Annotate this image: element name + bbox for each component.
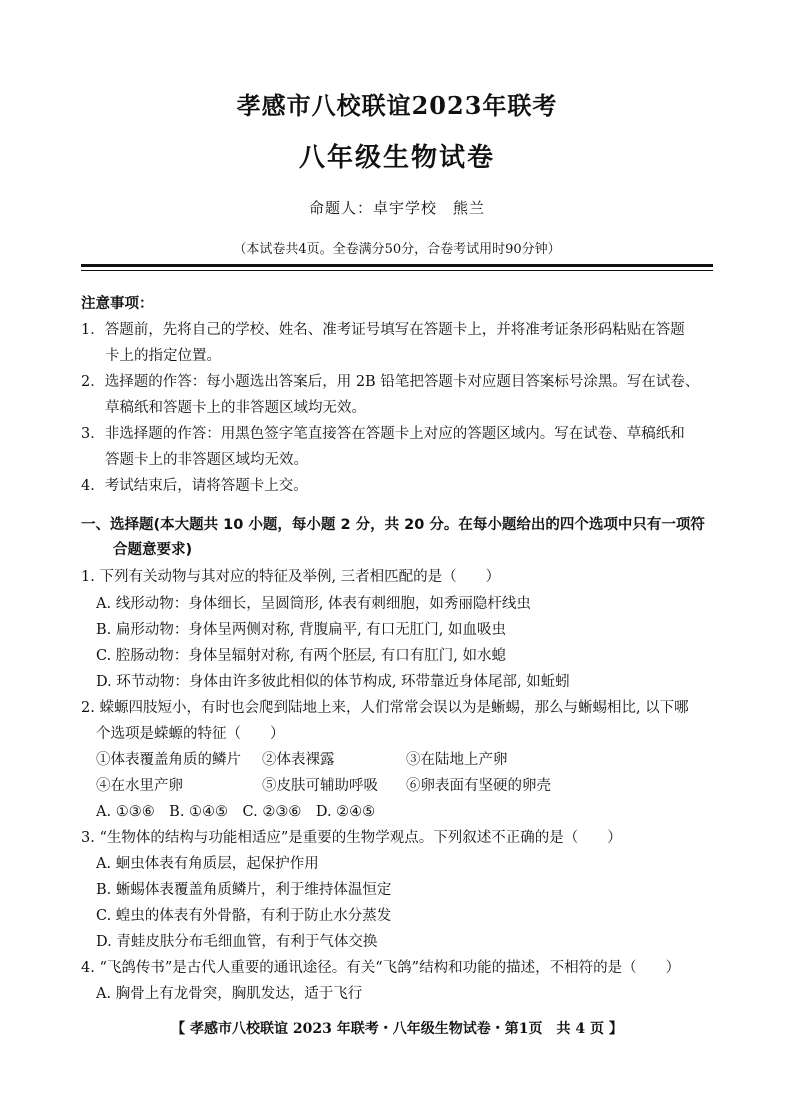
section-heading: 一、选择题(本大题共 10 小题，每小题 2 分，共 20 分。在每小题给出的四个选项中只有一项符 bbox=[81, 517, 705, 533]
section-heading-cont: 合题意要求) bbox=[113, 542, 193, 558]
divider-thick bbox=[81, 264, 713, 267]
q3-option-b: B. 蜥蜴体表覆盖角质鳞片，利于维持体温恒定 bbox=[96, 882, 392, 898]
q2-stem-cont: 个选项是蝾螈的特征（ ） bbox=[96, 726, 285, 742]
q2-stem: 2. 蝾螈四肢短小，有时也会爬到陆地上来，人们常常会误以为是蜥蜴，那么与蜥蜴相比, 以下哪 bbox=[81, 700, 689, 716]
exam-info: （本试卷共4页。全卷满分50分，合卷考试用时90分钟） bbox=[233, 242, 561, 257]
note-4: 4．考试结束后，请将答题卡上交。 bbox=[81, 478, 308, 494]
exam-title: 孝感市八校联谊2023年联考 bbox=[236, 91, 558, 120]
q2-options: A. ①③⑥ B. ①④⑤ C. ②③⑥ D. ②④⑤ bbox=[96, 804, 376, 820]
q2-item-4: ④在水里产卵 bbox=[96, 778, 183, 794]
q4-option-a: A. 胸骨上有龙骨突，胸肌发达，适于飞行 bbox=[96, 986, 363, 1002]
q2-item-5: ⑤皮肤可辅助呼吸 bbox=[262, 778, 378, 794]
q3-option-d: D. 青蛙皮肤分布毛细血管，有利于气体交换 bbox=[96, 934, 378, 950]
note-2-cont: 草稿纸和答题卡上的非答题区域均无效。 bbox=[105, 400, 366, 416]
q2-item-1: ①体表覆盖角质的鳞片 bbox=[96, 752, 241, 768]
exam-subtitle: 八年级生物试卷 bbox=[298, 143, 495, 173]
q1-option-d: D. 环节动物：身体由许多彼此相似的体节构成, 环带靠近身体尾部, 如蚯蚓 bbox=[96, 674, 570, 690]
note-3: 3．非选择题的作答：用黑色签字笔直接答在答题卡上对应的答题区域内。写在试卷、草稿纸和 bbox=[81, 426, 685, 442]
notes-heading: 注意事项： bbox=[81, 296, 154, 312]
page-footer: 【 孝感市八校联谊 2023 年联考・八年级生物试卷・第1页 共 4 页 】 bbox=[171, 1021, 623, 1037]
q1-option-a: A. 线形动物：身体细长，呈圆筒形, 体表有刺细胞，如秀丽隐杆线虫 bbox=[96, 596, 531, 612]
q1-option-b: B. 扁形动物：身体呈两侧对称, 背腹扁平, 有口无肛门, 如血吸虫 bbox=[96, 622, 507, 638]
q3-option-a: A. 蛔虫体表有角质层，起保护作用 bbox=[96, 856, 319, 872]
q2-item-2: ②体表裸露 bbox=[262, 752, 335, 768]
q2-item-6: ⑥卵表面有坚硬的卵壳 bbox=[406, 778, 551, 794]
divider-thin bbox=[81, 270, 713, 271]
note-1-cont: 卡上的指定位置。 bbox=[105, 348, 221, 364]
author-line: 命题人：卓宇学校 熊兰 bbox=[308, 199, 485, 217]
note-3-cont: 答题卡上的非答题区域均无效。 bbox=[105, 452, 308, 468]
note-2: 2．选择题的作答：每小题选出答案后，用 2B 铅笔把答题卡对应题目答案标号涂黑。写在试卷、 bbox=[81, 374, 700, 390]
note-1: 1．答题前，先将自己的学校、姓名、准考证号填写在答题卡上，并将准考证条形码粘贴在答题 bbox=[81, 322, 685, 338]
q1-stem: 1. 下列有关动物与其对应的特征及举例, 三者相匹配的是（ ） bbox=[81, 569, 501, 585]
q3-option-c: C. 蝗虫的体表有外骨骼，有利于防止水分蒸发 bbox=[96, 908, 392, 924]
q3-stem: 3. “生物体的结构与功能相适应”是重要的生物学观点。下列叙述不正确的是（ ） bbox=[81, 830, 622, 846]
q4-stem: 4. “飞鸽传书”是古代人重要的通讯途径。有关“飞鸽”结构和功能的描述，不相符的是（ ） bbox=[81, 960, 681, 976]
q1-option-c: C. 腔肠动物：身体呈辐射对称, 有两个胚层, 有口有肛门, 如水螅 bbox=[96, 648, 506, 664]
q2-item-3: ③在陆地上产卵 bbox=[406, 752, 508, 768]
